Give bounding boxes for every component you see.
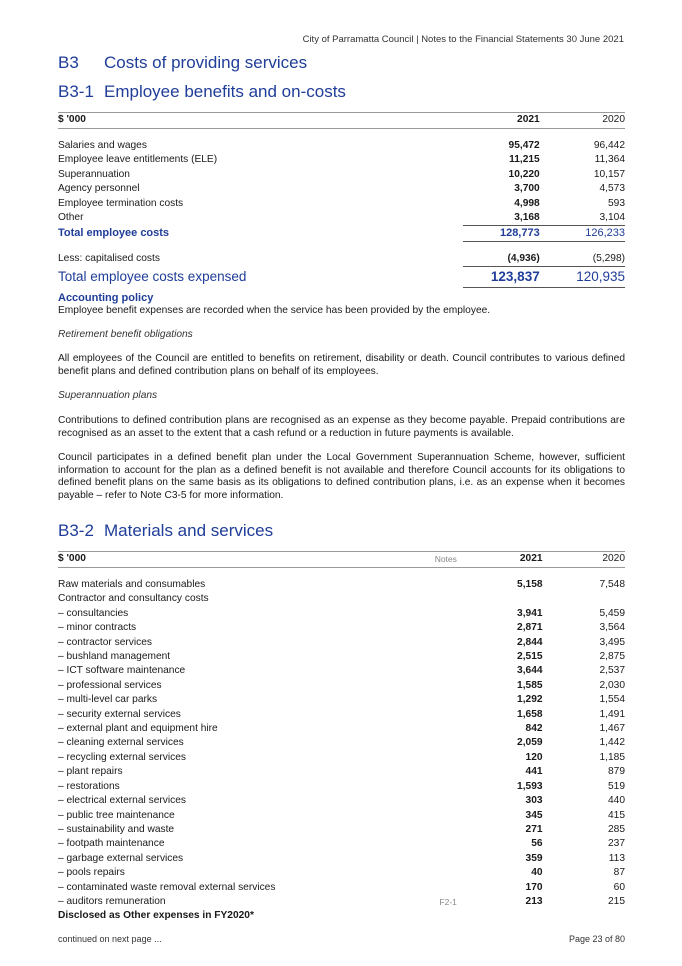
row-value-2020: 3,104 xyxy=(599,212,625,224)
policy-para-1: Employee benefit expenses are recorded when the service has been provided by the employee. xyxy=(58,304,491,316)
table-row xyxy=(58,153,625,167)
row-notes xyxy=(398,211,463,226)
accounting-policy xyxy=(58,292,625,317)
row-notes xyxy=(401,751,469,765)
row-value-2021: 213 xyxy=(525,895,543,907)
row-notes xyxy=(401,621,469,635)
policy-para-3: Contributions to defined contribution plans are recognised as an expense as they become payable. Prepaid contributions are recognised as an asset to the extent that a cash refund or a reduction in future payments is available. xyxy=(58,415,625,439)
table-row xyxy=(58,895,625,909)
row-value-2021 xyxy=(469,592,543,606)
row-value-2020: 113 xyxy=(608,852,625,864)
row-label: – bushland management xyxy=(58,651,171,663)
row-value-2020: 1,554 xyxy=(599,694,625,706)
table-row xyxy=(58,823,625,837)
table-row xyxy=(58,881,625,895)
row-label: – contractor services xyxy=(58,636,152,648)
row-value-2021: 3,700 xyxy=(514,183,540,195)
row-label: Raw materials and consumables xyxy=(58,579,206,590)
row-value-2021: 2,059 xyxy=(517,737,543,749)
row-label: – professional services xyxy=(58,679,162,691)
col-2021: 2021 xyxy=(463,113,539,129)
table-row xyxy=(58,139,625,153)
row-label: – external plant and equipment hire xyxy=(58,723,218,735)
materials-services-table xyxy=(58,551,625,924)
table-row xyxy=(58,679,625,693)
employee-benefits-table xyxy=(58,112,625,288)
table-row xyxy=(58,736,625,750)
row-value-2021: 11,215 xyxy=(509,154,540,166)
row-value-2020: 11,364 xyxy=(594,154,625,166)
row-notes xyxy=(401,607,469,621)
table-header-row xyxy=(58,552,625,568)
row-value-2020: 1,442 xyxy=(599,737,625,749)
row-value-2020: 3,564 xyxy=(599,622,625,634)
table-row xyxy=(58,722,625,736)
col-notes: Notes xyxy=(401,552,469,568)
row-value-2020: 215 xyxy=(608,895,625,907)
row-label: Contractor and consultancy costs xyxy=(58,593,209,605)
row-notes xyxy=(401,866,469,880)
table-row xyxy=(58,852,625,866)
row-label: – pools repairs xyxy=(58,867,125,879)
row-value-2020: 5,459 xyxy=(599,607,625,619)
row-label: – consultancies xyxy=(58,607,129,619)
row-value-2021: 2,515 xyxy=(517,651,543,663)
page-number: Page 23 of 80 xyxy=(568,934,625,944)
b32-number: B3-2 xyxy=(58,521,94,540)
row-value-2021: 170 xyxy=(525,881,543,893)
row-label: Agency personnel xyxy=(58,183,140,195)
row-notes xyxy=(401,823,469,837)
page-header: City of Parramatta Council | Notes to the Financial Statements 30 June 2021 xyxy=(302,34,624,45)
row-value-2021: 5,158 xyxy=(517,579,543,590)
b31-heading xyxy=(58,82,346,102)
disclosed-row: Disclosed as Other expenses in FY2020* xyxy=(58,910,254,922)
section-title: Costs of providing services xyxy=(104,53,308,72)
section-heading xyxy=(58,53,307,73)
b32-title: Materials and services xyxy=(104,521,274,540)
table-row xyxy=(58,592,625,606)
continued-note: continued on next page ... xyxy=(58,934,162,944)
row-value-2021: 1,585 xyxy=(517,679,543,691)
table-header-row xyxy=(58,113,625,129)
row-value-2021: 359 xyxy=(525,852,543,864)
row-notes xyxy=(401,650,469,664)
row-notes xyxy=(401,780,469,794)
row-notes xyxy=(401,664,469,678)
row-value-2020: 87 xyxy=(613,867,625,879)
row-value-2021: 56 xyxy=(531,838,543,850)
row-label: – plant repairs xyxy=(58,766,123,778)
row-label: Salaries and wages xyxy=(58,140,147,151)
table-row xyxy=(58,182,625,196)
table-row xyxy=(58,693,625,707)
row-value-2021: 1,593 xyxy=(517,780,543,792)
table-row xyxy=(58,866,625,880)
b31-number: B3-1 xyxy=(58,82,94,101)
section-number: B3 xyxy=(58,53,79,72)
row-value-2021: 271 xyxy=(525,823,543,835)
table-row xyxy=(58,780,625,794)
row-label: – public tree maintenance xyxy=(58,809,175,821)
row-label: Employee leave entitlements (ELE) xyxy=(58,154,218,166)
policy-para-4: Council participates in a defined benefit plan under the Local Government Superannuation Scheme, however, sufficient information to account for the plan as a defined benefit is not available and therefore Council accounts for its obligations to defined benefit plans on the same basis as its obligations to defined contribution plans, i.e. as an expense when it becomes payable – refer to Note C3-5 for more information. xyxy=(58,452,625,501)
row-value-2020: 1,491 xyxy=(599,708,625,720)
accounting-policy-heading: Accounting policy xyxy=(58,292,154,304)
row-value-2021: 4,998 xyxy=(514,197,540,209)
total-employee-costs-row: Total employee costs 128,773 126,233 xyxy=(58,227,625,240)
policy-para-2: All employees of the Council are entitled to benefits on retirement, disability or death. Council contributes to various defined benefit plans and defined contribution plans on behalf of its employees. xyxy=(58,353,625,377)
row-value-2021: 303 xyxy=(525,795,543,807)
row-label: – contaminated waste removal external services xyxy=(58,881,276,893)
table-row xyxy=(58,765,625,779)
table-row xyxy=(58,794,625,808)
row-value-2020: 285 xyxy=(608,823,625,835)
row-notes xyxy=(398,139,463,153)
row-label: – auditors remuneration xyxy=(58,895,166,907)
row-value-2020: 4,573 xyxy=(599,183,625,195)
table-row xyxy=(58,197,625,211)
table-row xyxy=(58,708,625,722)
row-notes xyxy=(401,852,469,866)
row-value-2020: 237 xyxy=(608,838,625,850)
row-label: – ICT software maintenance xyxy=(58,665,186,677)
table-row xyxy=(58,809,625,823)
table-row xyxy=(58,636,625,650)
b31-title: Employee benefits and on-costs xyxy=(104,82,346,101)
table-row xyxy=(58,168,625,182)
row-label: Superannuation xyxy=(58,168,130,180)
row-notes xyxy=(401,636,469,650)
row-value-2021: 2,871 xyxy=(517,622,543,634)
row-value-2020: 440 xyxy=(608,795,625,807)
superannuation-heading: Superannuation plans xyxy=(58,390,158,401)
table-row xyxy=(58,751,625,765)
row-label: – recycling external services xyxy=(58,751,186,763)
row-value-2021: 3,168 xyxy=(514,212,540,224)
row-value-2020: 2,875 xyxy=(599,651,625,663)
row-notes xyxy=(401,722,469,736)
row-value-2021: 2,844 xyxy=(517,636,543,648)
row-value-2021: 345 xyxy=(525,809,543,821)
row-value-2020: 96,442 xyxy=(593,140,625,151)
row-value-2020: 1,185 xyxy=(599,751,625,763)
row-notes xyxy=(398,153,463,167)
row-label: – garbage external services xyxy=(58,852,184,864)
row-notes xyxy=(401,736,469,750)
row-notes xyxy=(401,809,469,823)
row-label: Other xyxy=(58,212,84,224)
table-row xyxy=(58,837,625,851)
row-label: – security external services xyxy=(58,708,181,720)
row-label: – restorations xyxy=(58,780,120,792)
table-row xyxy=(58,664,625,678)
row-value-2020: 593 xyxy=(608,197,625,209)
row-label: – multi-level car parks xyxy=(58,694,158,706)
row-notes xyxy=(401,708,469,722)
row-value-2021: 120 xyxy=(525,751,543,763)
row-value-2020: 7,548 xyxy=(599,579,625,590)
less-capitalised-row: Less: capitalised costs (4,936) (5,298) xyxy=(58,252,625,265)
row-notes xyxy=(401,837,469,851)
col-2020: 2020 xyxy=(540,113,625,129)
table-row xyxy=(58,621,625,635)
row-notes: F2-1 xyxy=(439,896,457,907)
table-row xyxy=(58,607,625,621)
row-value-2020: 3,495 xyxy=(599,636,625,648)
row-notes xyxy=(398,197,463,211)
row-notes xyxy=(398,168,463,182)
table-row xyxy=(58,211,625,226)
row-notes xyxy=(401,592,469,606)
col-label: $ '000 xyxy=(58,113,398,129)
row-value-2021: 10,220 xyxy=(508,168,540,180)
row-value-2021: 3,941 xyxy=(517,607,543,619)
row-value-2021: 1,658 xyxy=(517,708,543,720)
table-row xyxy=(58,650,625,664)
row-value-2020: 2,537 xyxy=(599,665,625,677)
row-value-2020: 879 xyxy=(608,766,625,778)
row-value-2020: 60 xyxy=(613,881,625,893)
row-label: Employee termination costs xyxy=(58,197,184,209)
row-value-2020: 415 xyxy=(608,809,625,821)
row-notes xyxy=(401,578,469,592)
row-notes xyxy=(401,693,469,707)
row-value-2021: 3,644 xyxy=(517,665,543,677)
b32-heading xyxy=(58,521,273,541)
row-value-2021: 1,292 xyxy=(517,694,543,706)
col-2021: 2021 xyxy=(469,552,543,568)
row-value-2021: 842 xyxy=(525,723,543,735)
row-notes xyxy=(398,182,463,196)
row-label: – electrical external services xyxy=(58,795,186,807)
row-value-2020: 10,157 xyxy=(593,168,625,180)
row-value-2020 xyxy=(543,592,625,606)
row-notes xyxy=(401,765,469,779)
row-label: – sustainability and waste xyxy=(58,823,175,835)
row-value-2021: 95,472 xyxy=(508,140,540,151)
row-notes xyxy=(401,881,469,895)
row-label: – cleaning external services xyxy=(58,737,184,749)
row-value-2020: 2,030 xyxy=(599,679,625,691)
table-row xyxy=(58,578,625,592)
row-label: – minor contracts xyxy=(58,622,137,634)
row-label: – footpath maintenance xyxy=(58,838,165,850)
total-expensed-row: Total employee costs expensed 123,837 120,935 xyxy=(58,267,625,288)
row-value-2020: 519 xyxy=(608,780,625,792)
row-value-2021: 40 xyxy=(531,867,543,879)
row-notes xyxy=(401,679,469,693)
row-value-2021: 441 xyxy=(525,766,543,778)
row-notes xyxy=(401,794,469,808)
col-label: $ '000 xyxy=(58,552,401,568)
row-value-2020: 1,467 xyxy=(599,723,625,735)
col-2020: 2020 xyxy=(543,552,625,568)
retirement-heading: Retirement benefit obligations xyxy=(58,329,193,340)
